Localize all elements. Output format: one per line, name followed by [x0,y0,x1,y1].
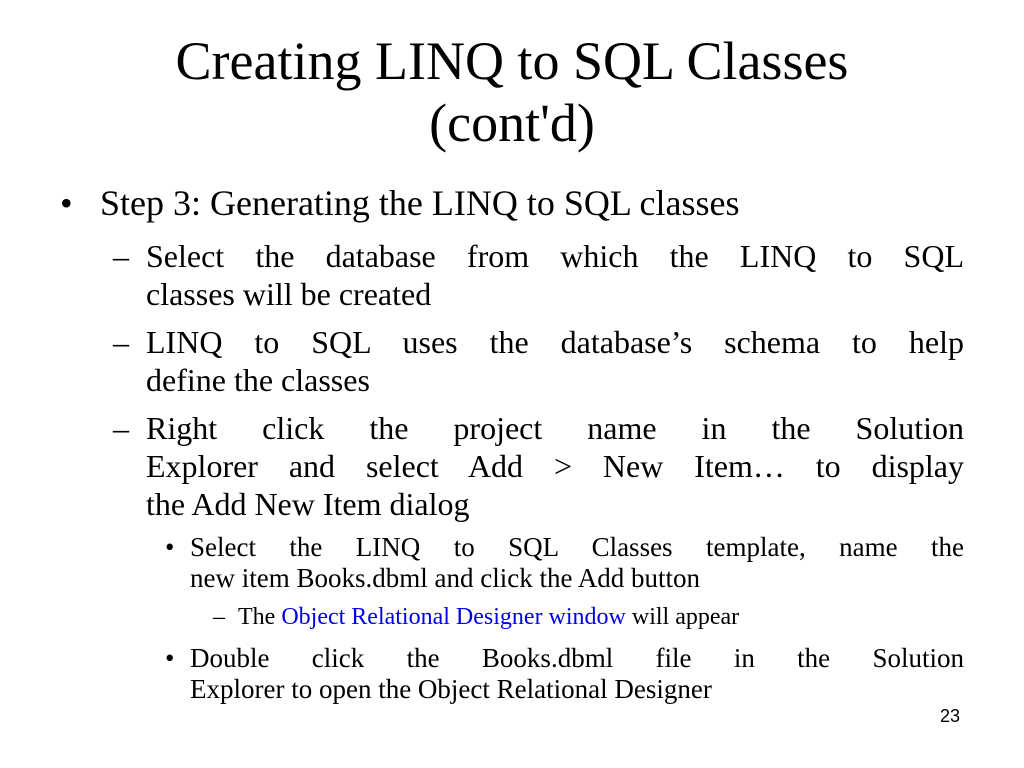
sub-bullet-text [146,323,964,399]
text-line: classes will be created [146,276,432,312]
sub-bullet-text [146,409,964,523]
dash-marker: – [113,410,129,446]
designer-window-link: Object Relational Designer window [281,604,626,630]
text-line: Explorer and select Add > New Item… to display [146,448,964,484]
text-line: LINQ to SQL uses the database’s schema to help [146,324,964,360]
text-line: Explorer to open the Object Relational Designer [190,674,712,704]
text-after-link: will appear [625,604,740,630]
sub-sub-bullet-text [190,643,964,705]
sub-sub-sub-bullet-text [238,603,964,631]
text-line: new item Books.dbml and click the Add button [190,563,700,593]
dash-marker: – [113,324,129,360]
text-line: Right click the project name in the Solution [146,410,964,446]
text-line: define the classes [146,362,370,398]
page-number: 23 [939,706,960,726]
title-line-1: Creating LINQ to SQL Classes [175,31,849,91]
bullet-marker: • [165,532,175,562]
dash-marker: – [213,604,225,630]
sub-sub-bullet-text [190,532,964,594]
sub-bullet-text [146,237,964,313]
bullet-marker: • [60,183,73,223]
slide-title [60,30,964,154]
bullet-marker: • [165,643,175,673]
text-line: the Add New Item dialog [146,486,470,522]
title-line-2: (cont'd) [429,93,595,153]
text-line: Double click the Books.dbml file in the Solution [190,643,964,673]
bullet-text: Step 3: Generating the LINQ to SQL classes [100,183,740,223]
text-before-link: The [238,604,282,630]
dash-marker: – [113,238,129,274]
text-line: Select the database from which the LINQ to SQL [146,238,964,274]
text-line: Select the LINQ to SQL Classes template, name the [190,532,964,562]
